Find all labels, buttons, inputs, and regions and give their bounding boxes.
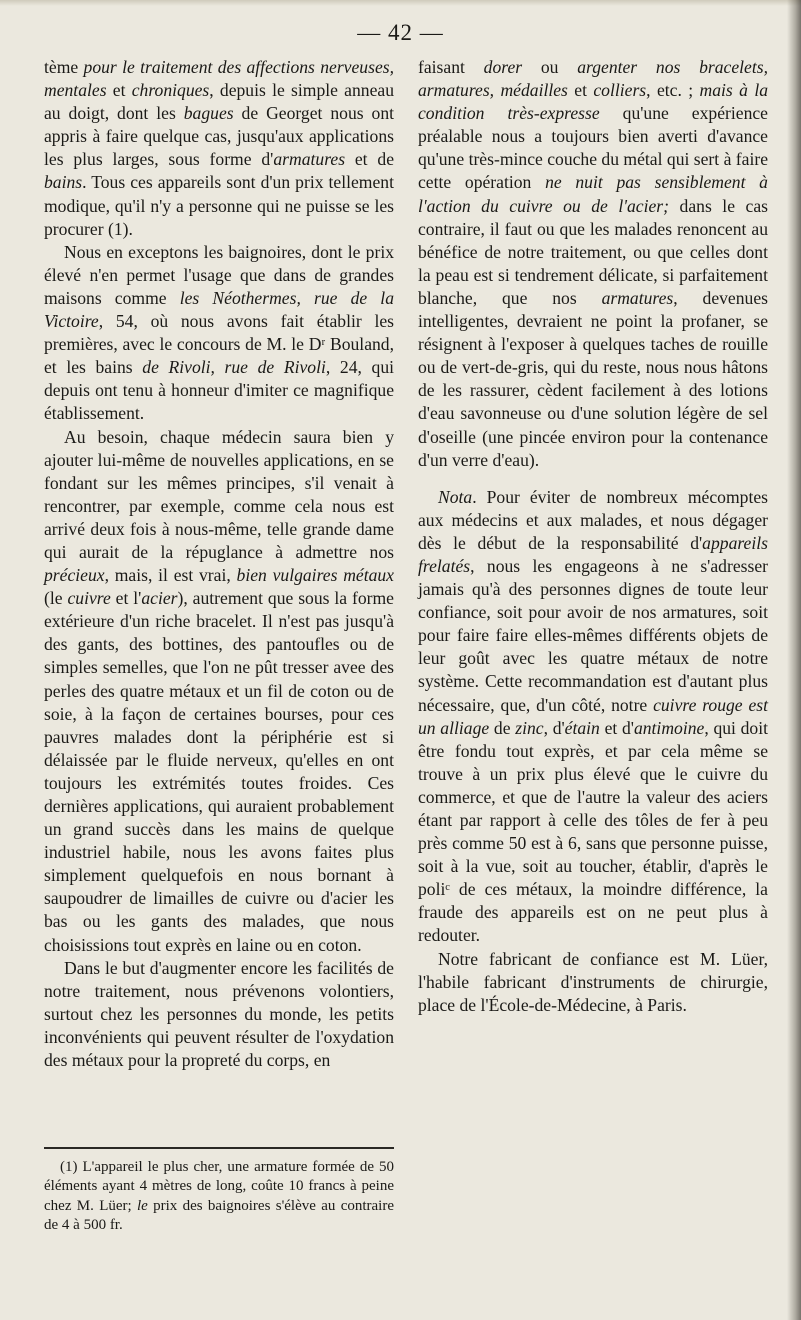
italic-text-run: bagues — [183, 103, 234, 124]
text-run: , devenues intelligentes, devraient ne point la profaner, se résignent à l'exposer à quelques taches de rouille ou de vert-de-gris, qui du reste, nous nous hâtons de les rassurer, cèdent facilement à des lotions d'eau savonneuse ou d'une solution légère de sel d'oseille (une pincée environ pour la contenance d'un verre d'eau). — [418, 287, 768, 470]
text-run: (le — [44, 588, 68, 609]
italic-text-run: précieux — [44, 565, 105, 586]
text-run: . Tous ces appareils sont d'un prix tellement modique, qu'il n'y a personne qui ne puisse se les procurer (1). — [44, 172, 394, 239]
text-run: et — [106, 80, 132, 101]
italic-text-run: étain — [564, 717, 600, 738]
italic-text-run: le — [137, 1197, 148, 1214]
page-number: — 42 — — [357, 20, 444, 45]
text-run: Notre fabricant de confiance est M. Lüer, l'habile fabricant d'instruments de chirurgie, place de l'École-de-Médecine, à Paris. — [418, 948, 768, 1015]
right-paragraph-1 — [418, 56, 768, 472]
italic-text-run: argenter nos bracelets, armatures, médailles — [418, 57, 768, 101]
text-run: dans le cas contraire, il faut ou que les malades renoncent au bénéfice de notre traitement, ou que celles dont la peau est si tendrement délicate, si parfaitement blanche, que nos — [418, 195, 768, 308]
text-run: , mais, il est vrai, — [104, 565, 237, 586]
text-run: qu'une expérience préalable nous a toujours bien averti d'avance qu'une très-mince couche du métal qui sert à faire cette opération — [418, 103, 769, 193]
italic-text-run: de Rivoli, rue de Rivoli — [142, 357, 326, 378]
text-run: Au besoin, chaque médecin saura bien y ajouter lui-même de nouvelles applications, en se fondant sur les mêmes principes, s'il venait à rencontrer, par exemple, comme cela nous est arrivé deux fois à nous-même, telle grande dame qui aurait de la répuglance à admettre nos — [44, 426, 394, 562]
text-run: (1) L'appareil le plus cher, une armature formée de 50 éléments ayant 4 mètres de long, coûte 10 francs à peine chez M. Lüer; — [44, 1159, 394, 1214]
italic-text-run: cuivre rouge est un alliage — [418, 694, 768, 738]
italic-text-run: armatures — [601, 287, 674, 308]
text-run: , depuis le simple anneau au doigt, dont les — [44, 80, 394, 124]
left-paragraph-4 — [44, 957, 394, 1072]
italic-text-run: Nota — [438, 486, 473, 507]
text-run: faisant — [418, 57, 484, 77]
left-paragraph-2 — [44, 241, 394, 426]
footnote — [44, 1158, 394, 1236]
text-run: , nous les engageons à ne s'adresser jamais qu'à des personnes dignes de toute leur confiance, soit pour avoir de nos armatures, soit pour faire faire elles-mêmes différents objets de leur goût avec les quatre métaux de notre système. Cette recommandation est d'autant plus nécessaire, que, d'un côté, notre — [418, 555, 768, 715]
text-run: et d' — [599, 717, 634, 738]
text-run: ou — [522, 57, 578, 77]
right-column — [418, 56, 768, 1017]
text-run: et l' — [110, 588, 142, 609]
italic-text-run: cuivre — [67, 588, 111, 609]
text-run: ), autrement que sous la forme extérieure d'un riche bracelet. Il n'est pas jusqu'à des gants, des bottines, des pantoufles ou de simples semelles, que l'on ne pût tresser avee des perles des quatre métaux et un fil de coton ou de soie, à la façon de certaines bourses, pour ces pauvres malades dont la périphérie est si délaissée par le fluide nerveux, qu'elles en ont toujours les extrémités toutes froides. Ces dernières applications, qui auraient probablement un grand succès dans les mains de quelque industriel habile, nous les avons faites plus simplement quelquefois en nous bornant à saupoudrer de limailles de cuivre ou d'acier les bas ou les gants des malades, que nous choisissions tout exprès en laine ou en coton. — [44, 588, 394, 955]
italic-text-run: ne nuit pas sensiblement à l'action du cuivre ou de l'acier; — [418, 172, 768, 216]
text-run: et de — [345, 149, 394, 170]
italic-text-run: armatures — [273, 149, 346, 170]
text-run: , 24, qui depuis ont tenu à honneur d'imiter ce magnifique établissement. — [44, 357, 394, 424]
italic-text-run: dorer — [483, 57, 523, 77]
left-paragraph-3 — [44, 426, 394, 957]
text-run: , 54, où nous avons fait établir les premières, avec le concours de M. le Dʳ Bouland, et les bains — [44, 311, 394, 378]
left-column — [44, 56, 394, 1072]
text-run: et — [567, 80, 594, 101]
italic-text-run: bien vulgaires métaux — [236, 565, 394, 586]
nota-paragraph — [418, 486, 768, 948]
footnote-text — [44, 1158, 394, 1236]
page-top-edge — [0, 0, 801, 6]
text-run: , etc. ; — [646, 80, 700, 101]
italic-text-run: bains — [44, 172, 83, 193]
left-paragraph-1 — [44, 56, 394, 241]
italic-text-run: les Néothermes, rue de la Victoire — [44, 287, 394, 332]
italic-text-run: antimoine — [633, 717, 705, 738]
italic-text-run: chroniques — [131, 80, 210, 101]
italic-text-run: colliers — [593, 80, 647, 101]
text-run: tème — [44, 57, 84, 77]
text-run: , d' — [543, 717, 565, 738]
italic-text-run: zinc — [515, 717, 544, 738]
text-run: Nous en exceptons les baignoires, dont le prix élevé n'en permet l'usage que dans de grandes maisons comme — [44, 241, 394, 308]
italic-text-run: mais à la condition très-expresse — [418, 80, 769, 124]
italic-text-run: appareils frelatés — [418, 532, 768, 576]
text-run: de Georget nous ont appris à faire quelque cas, jusqu'aux applications les plus larges, sous forme d' — [44, 103, 395, 170]
text-run: Dans le but d'augmenter encore les facilités de notre traitement, nous prévenons volontiers, surtout chez les personnes du monde, les petits inconvénients qui peuvent résulter de l'oxydation des métaux pour la propreté du corps, en — [44, 957, 394, 1071]
text-run: prix des baignoires s'élève au contraire de 4 à 500 fr. — [44, 1197, 395, 1234]
italic-text-run: acier — [141, 588, 178, 609]
italic-text-run: pour le traitement des affections nerveuses, mentales — [44, 57, 394, 101]
right-paragraph-3 — [418, 948, 768, 1017]
text-run: de — [489, 717, 516, 738]
text-run: . Pour éviter de nombreux mécomptes aux médecins et aux malades, et nous dégager dès le début de la responsabilité d' — [418, 486, 768, 553]
binding-shadow — [787, 0, 801, 1320]
footnote-divider — [44, 1147, 394, 1149]
text-run: , qui doit être fondu tout exprès, et par cela même se trouve à un prix plus élevé que le cuivre du commerce, et que de l'autre la valeur des aciers étant par rapport à celle des tôles de fer à peu près comme 50 est à 6, sans que personne puisse, soit à la vue, soit au toucher, établir, d'après le poliᶜ de ces métaux, la moindre différence, la fraude des appareils est on ne peut plus à redouter. — [418, 717, 769, 946]
